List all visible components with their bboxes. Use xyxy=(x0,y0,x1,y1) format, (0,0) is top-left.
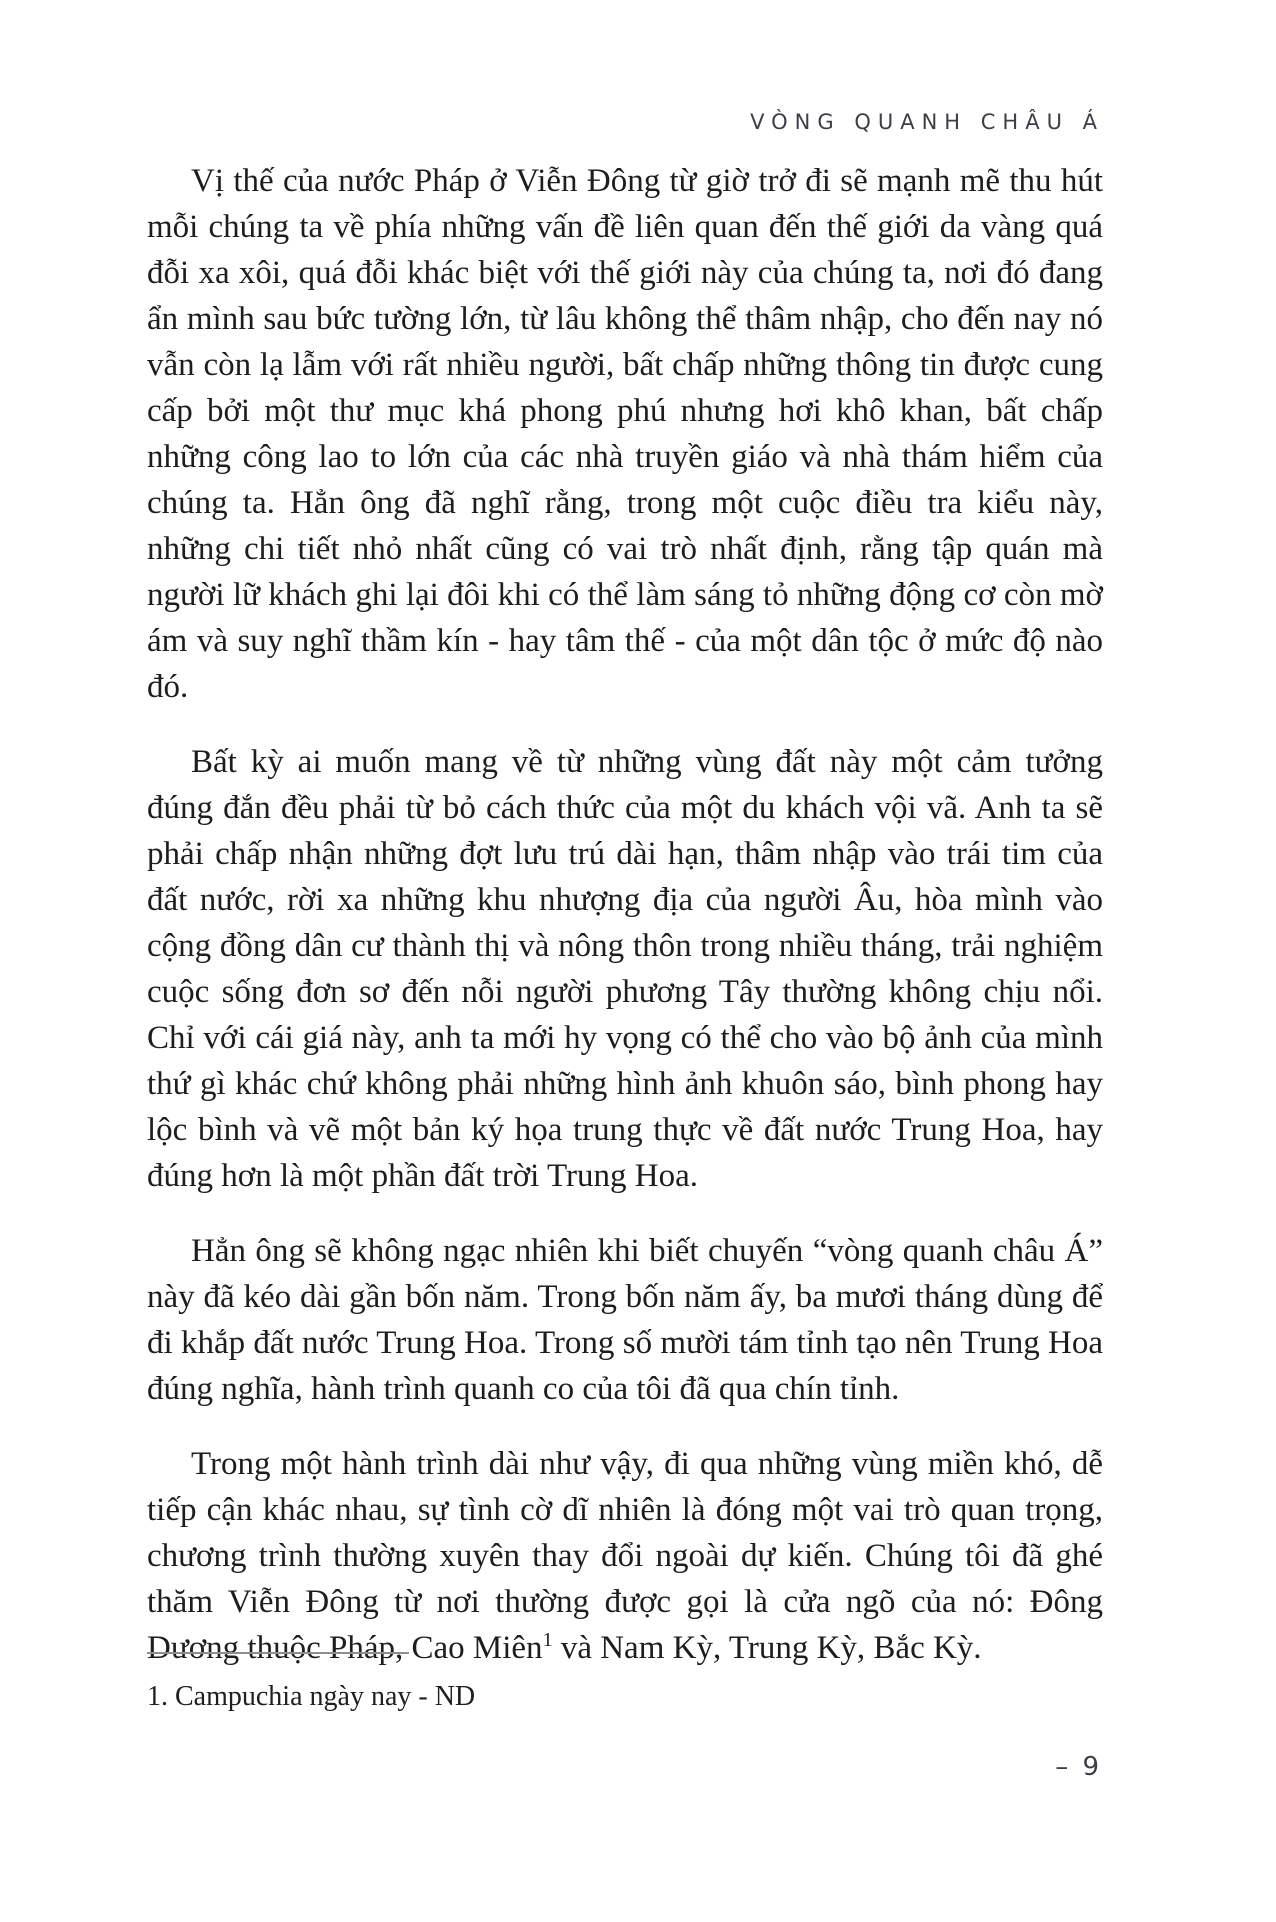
running-header: VÒNG QUANH CHÂU Á xyxy=(750,110,1104,134)
paragraph-3: Hẳn ông sẽ không ngạc nhiên khi biết chuyến “vòng quanh châu Á” này đã kéo dài gần bốn năm. Trong bốn năm ấy, ba mươi tháng dùng để đi khắp đất nước Trung Hoa. Trong số mười tám tỉnh tạo nên Trung Hoa đúng nghĩa, hành trình quanh co của tôi đã qua chín tỉnh. xyxy=(147,1233,1103,1407)
body-text xyxy=(147,158,1103,1700)
footnote-block xyxy=(147,1652,1103,1714)
footnote: 1. Campuchia ngày nay - ND xyxy=(147,1681,476,1712)
paragraph-2: Bất kỳ ai muốn mang về từ những vùng đất này một cảm tưởng đúng đắn đều phải từ bỏ cách thức của một du khách vội vã. Anh ta sẽ phải chấp nhận những đợt lưu trú dài hạn, thâm nhập vào trái tim của đất nước, rời xa những khu nhượng địa của người Âu, hòa mình vào cộng đồng dân cư thành thị và nông thôn trong nhiều tháng, trải nghiệm cuộc sống đơn sơ đến nỗi người phương Tây thường không chịu nổi. Chỉ với cái giá này, anh ta mới hy vọng có thể cho vào bộ ảnh của mình thứ gì khác chứ không phải những hình ảnh khuôn sáo, bình phong hay lộc bình và vẽ một bản ký họa trung thực về đất nước Trung Hoa, hay đúng hơn là một phần đất trời Trung Hoa. xyxy=(147,744,1103,1194)
paragraph-1: Vị thế của nước Pháp ở Viễn Đông từ giờ trở đi sẽ mạnh mẽ thu hút mỗi chúng ta về phía những vấn đề liên quan đến thế giới da vàng quá đỗi xa xôi, quá đỗi khác biệt với thế giới này của chúng ta, nơi đó đang ẩn mình sau bức tường lớn, từ lâu không thể thâm nhập, cho đến nay nó vẫn còn lạ lẫm với rất nhiều người, bất chấp những thông tin được cung cấp bởi một thư mục khá phong phú nhưng hơi khô khan, bất chấp những công lao to lớn của các nhà truyền giáo và nhà thám hiểm của chúng ta. Hẳn ông đã nghĩ rằng, trong một cuộc điều tra kiểu này, những chi tiết nhỏ nhất cũng có vai trò nhất định, rằng tập quán mà người lữ khách ghi lại đôi khi có thể làm sáng tỏ những động cơ còn mờ ám và suy nghĩ thầm kín - hay tâm thế - của một dân tộc ở mức độ nào đó. xyxy=(147,163,1103,705)
footnote-separator xyxy=(147,1652,409,1654)
footnote-marker: 1 xyxy=(542,1629,553,1651)
paragraph-4-text-cont: và Nam Kỳ, Trung Kỳ, Bắc Kỳ. xyxy=(552,1630,982,1666)
page-number: – 9 xyxy=(1055,1752,1102,1782)
paragraph-4 xyxy=(147,1441,1103,1671)
paragraph-4-text: Trong một hành trình dài như vậy, đi qua những vùng miền khó, dễ tiếp cận khác nhau, sự tình cờ dĩ nhiên là đóng một vai trò quan trọng, chương trình thường xuyên thay đổi ngoài dự kiến. Chúng tôi đã ghé thăm Viễn Đông từ nơi thường được gọi là cửa ngõ của nó: Đông Dương thuộc Pháp, Cao Miên xyxy=(147,1446,1103,1666)
